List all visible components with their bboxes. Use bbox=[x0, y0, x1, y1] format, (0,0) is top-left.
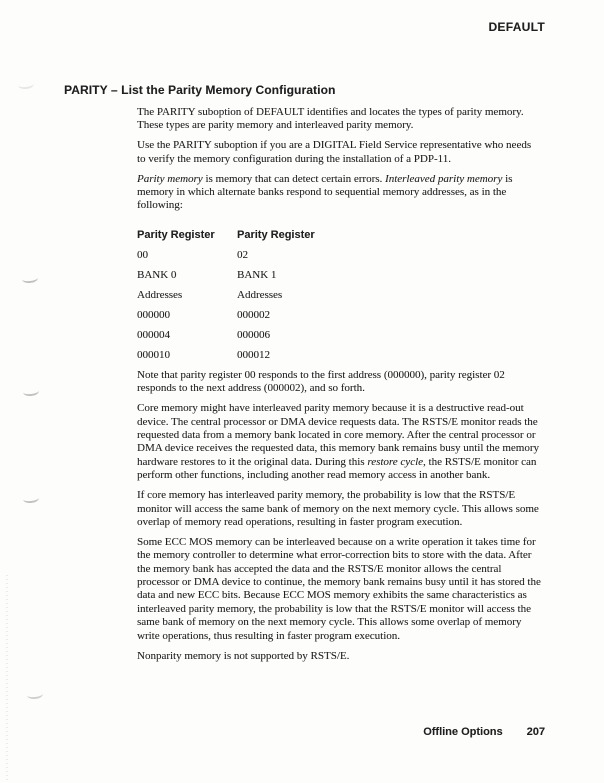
table-cell: 000002 bbox=[237, 308, 270, 321]
scan-artifact bbox=[23, 386, 40, 397]
table-cell: 000012 bbox=[237, 348, 270, 361]
paragraph-parity-overview: The PARITY suboption of DEFAULT identifies and locates the types of parity memory. These types are parity memory and interleaved parity memory. bbox=[137, 106, 524, 132]
body-content bbox=[137, 106, 541, 669]
paragraph-definitions: Parity memory is memory that can detect certain errors. Interleaved parity memory is memory in which alternate banks respond to sequential memory addresses, as in the following: bbox=[137, 172, 513, 212]
parity-table bbox=[137, 229, 541, 362]
table-header-cell: Parity Register bbox=[237, 228, 315, 241]
table-header-cell: Parity Register bbox=[137, 228, 215, 241]
table-row bbox=[137, 309, 541, 322]
page-footer bbox=[423, 726, 545, 738]
table-cell: 02 bbox=[237, 248, 248, 261]
running-header: DEFAULT bbox=[488, 20, 545, 34]
table-header-row bbox=[137, 229, 541, 242]
scan-artifact bbox=[22, 273, 39, 284]
table-cell: 000010 bbox=[137, 348, 170, 361]
table-row bbox=[137, 249, 541, 262]
paragraph-note: Note that parity register 00 responds to the first address (000000), parity register 02 responds to the next address (000002), and so forth. bbox=[137, 368, 505, 395]
footer-page-number: 207 bbox=[526, 726, 545, 738]
paragraph-usage: Use the PARITY suboption if you are a DIGITAL Field Service representative who needs to verify the memory configuration during the installation of a PDP-11. bbox=[137, 139, 532, 165]
table-row bbox=[137, 329, 541, 342]
scan-edge-noise bbox=[6, 575, 8, 783]
paragraph-ecc-mos: Some ECC MOS memory can be interleaved because on a write operation it takes time for the memory controller to determine what error-correction bits to store with the data. After the memory bank has accepted the data and the RSTS/E monitor allows the central processor or DMA device to continue, the memory bank remains busy until it has stored the data and new ECC bits. Because ECC MOS memory exhibits the same characteristics as interleaved parity memory, the probability is low that the RSTS/E monitor will access the same bank of memory on the next memory cycle. This allows some overlap of memory write operations, thus resulting in faster program execution. bbox=[137, 535, 541, 642]
table-cell: BANK 1 bbox=[237, 268, 277, 281]
paragraph-core-memory: Core memory might have interleaved parity memory because it is a destructive read-out device. The central processor or DMA device requests data. The RSTS/E monitor reads the requested data from a memory bank located in core memory. After the central processor or DMA device receives the requested data, this memory bank remains busy until the memory hardware restores to it the original data. During this restore cycle, the RSTS/E monitor can perform other functions, including another read memory access in another bank. bbox=[137, 402, 539, 482]
paragraph-interleaved-probability: If core memory has interleaved parity memory, the probability is low that the RSTS/E monitor will access the same bank of memory on the next memory cycle. This allows some overlap of memory read operations, resulting in faster program execution. bbox=[137, 489, 539, 528]
table-cell: 000000 bbox=[137, 308, 170, 321]
scan-artifact bbox=[18, 79, 35, 90]
table-row bbox=[137, 269, 541, 282]
paragraph-nonparity: Nonparity memory is not supported by RSTS/E. bbox=[137, 649, 350, 662]
table-row bbox=[137, 349, 541, 362]
footer-section-label: Offline Options bbox=[423, 726, 503, 738]
table-row bbox=[137, 289, 541, 302]
section-heading: PARITY – List the Parity Memory Configuration bbox=[64, 83, 336, 97]
table-cell: 00 bbox=[137, 248, 148, 261]
table-cell: 000004 bbox=[137, 328, 170, 341]
scan-artifact bbox=[27, 689, 44, 700]
table-cell: 000006 bbox=[237, 328, 270, 341]
table-cell: Addresses bbox=[137, 288, 183, 301]
table-cell: Addresses bbox=[237, 288, 283, 301]
table-cell: BANK 0 bbox=[137, 268, 177, 281]
scan-artifact bbox=[23, 493, 40, 504]
